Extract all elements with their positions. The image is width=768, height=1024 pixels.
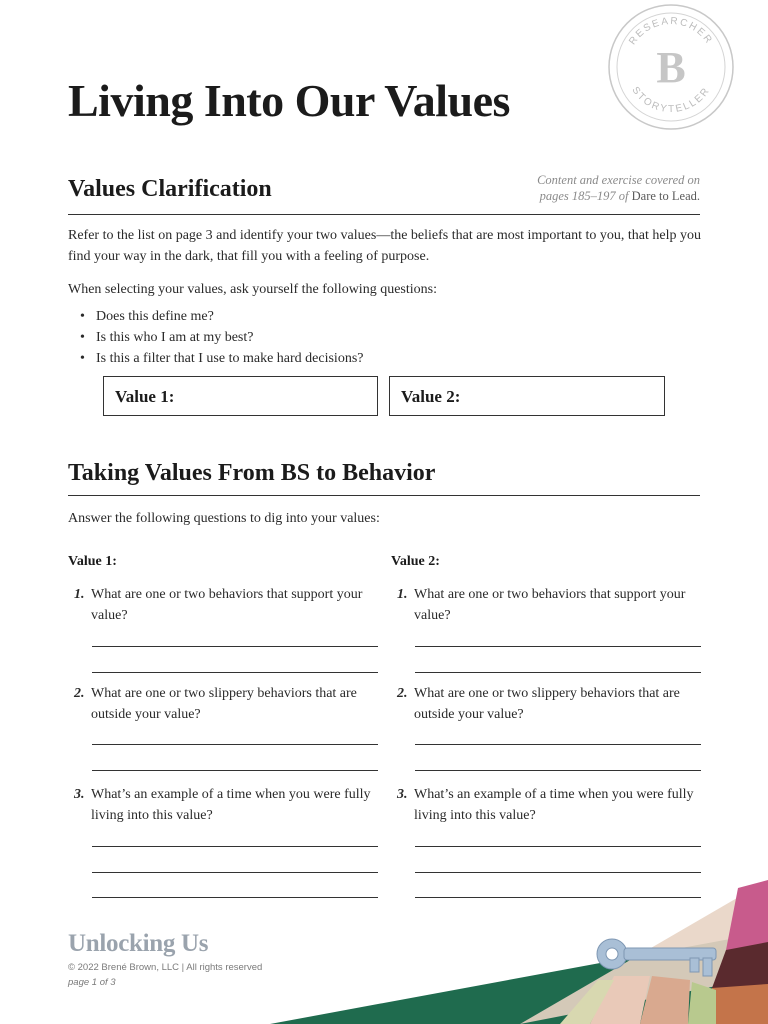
question-text: What’s an example of a time when you were fully living into this value? xyxy=(91,787,371,823)
list-item: • Is this a filter that I use to make hard decisions? xyxy=(80,348,363,369)
answer-line[interactable] xyxy=(415,646,701,647)
seal-bottom-text: STORYTELLER xyxy=(629,85,713,116)
question-text: What are one or two behaviors that support your value? xyxy=(414,587,686,623)
question-number: 2. xyxy=(397,686,408,701)
answer-line[interactable] xyxy=(92,770,378,771)
list-item: • Is this who I am at my best? xyxy=(80,327,363,348)
question-text: What’s an example of a time when you were fully living into this value? xyxy=(414,787,694,823)
answer-line[interactable] xyxy=(92,846,378,847)
value-1-field[interactable]: Value 1: xyxy=(103,376,378,416)
question-3-value-1 xyxy=(74,784,381,826)
question-number: 1. xyxy=(74,587,85,602)
reference-note xyxy=(537,172,700,204)
behavior-intro-text: Answer the following questions to dig into your values: xyxy=(68,511,380,526)
column-heading-value-1: Value 1: xyxy=(68,554,117,569)
page-title: Living Into Our Values xyxy=(68,75,510,126)
question-1-value-1 xyxy=(74,584,381,626)
answer-line[interactable] xyxy=(415,872,701,873)
page-number: page 1 of 3 xyxy=(68,977,116,988)
answer-line[interactable] xyxy=(92,646,378,647)
question-text: What are one or two slippery behaviors that are outside your value? xyxy=(414,686,680,722)
question-3-value-2 xyxy=(397,784,704,826)
list-item: • Does this define me? xyxy=(80,306,363,327)
answer-line[interactable] xyxy=(415,672,701,673)
answer-line[interactable] xyxy=(92,672,378,673)
answer-line[interactable] xyxy=(415,744,701,745)
reference-book-title: Dare to Lead. xyxy=(631,189,700,203)
column-heading-value-2: Value 2: xyxy=(391,554,440,569)
answer-line[interactable] xyxy=(92,872,378,873)
question-number: 3. xyxy=(74,787,85,802)
question-text: What are one or two behaviors that support your value? xyxy=(91,587,363,623)
section-divider xyxy=(68,495,700,496)
question-number: 3. xyxy=(397,787,408,802)
values-prompt-text: When selecting your values, ask yourself the following questions: xyxy=(68,282,437,297)
reference-line-2: pages 185–197 of xyxy=(539,189,632,203)
researcher-storyteller-seal xyxy=(604,0,738,134)
question-text: What are one or two slippery behaviors that are outside your value? xyxy=(91,686,357,722)
answer-line[interactable] xyxy=(415,770,701,771)
question-2-value-2 xyxy=(397,683,704,725)
copyright-text: © 2022 Brené Brown, LLC | All rights reserved xyxy=(68,962,263,973)
question-2-value-1 xyxy=(74,683,381,725)
answer-line[interactable] xyxy=(92,744,378,745)
seal-top-text: RESEARCHER xyxy=(627,15,715,47)
values-intro-text: Refer to the list on page 3 and identify your two values—the beliefs that are most important to you, that help you find your way in the dark, that fill you with a feeling of purpose. xyxy=(68,228,701,264)
section-heading-values-clarification: Values Clarification xyxy=(68,176,272,202)
section-divider xyxy=(68,214,700,215)
question-number: 2. xyxy=(74,686,85,701)
reference-line-1: Content and exercise covered on xyxy=(537,173,700,187)
seal-letter: B xyxy=(656,43,686,92)
brand-logo: Unlocking Us xyxy=(68,930,209,957)
question-1-value-2 xyxy=(397,584,704,626)
answer-line[interactable] xyxy=(415,846,701,847)
section-heading-bs-to-behavior: Taking Values From BS to Behavior xyxy=(68,460,436,486)
question-number: 1. xyxy=(397,587,408,602)
value-2-field[interactable]: Value 2: xyxy=(389,376,665,416)
values-question-list xyxy=(80,306,363,369)
